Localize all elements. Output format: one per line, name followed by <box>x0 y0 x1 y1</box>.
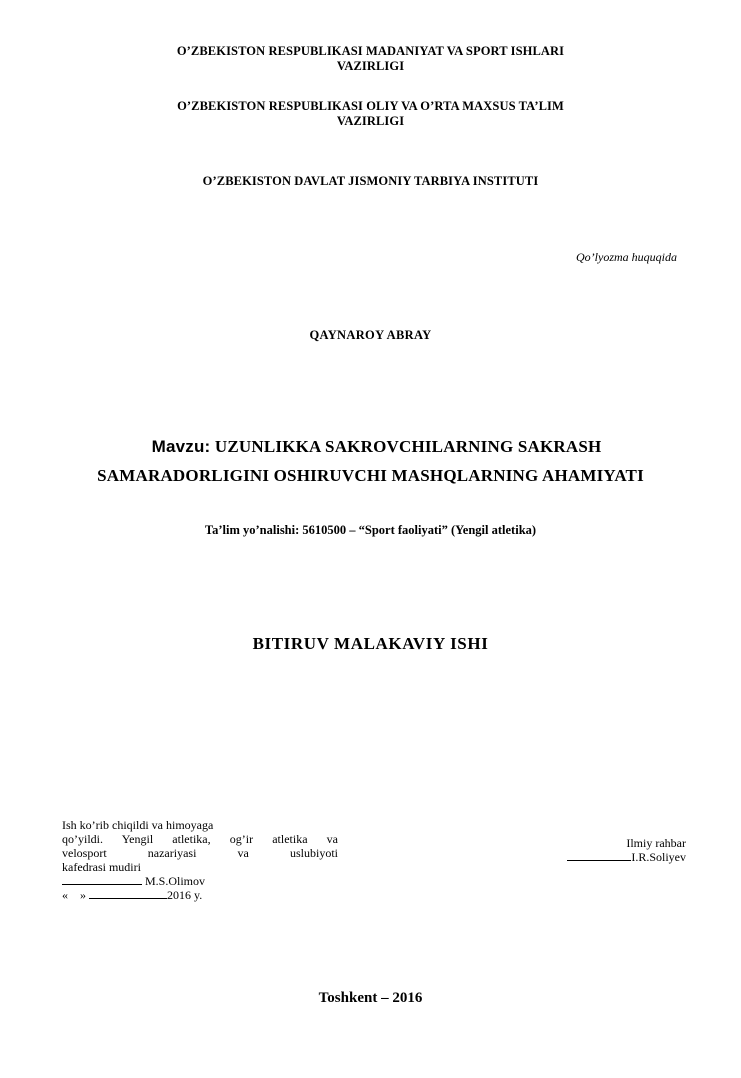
head-name: M.S.Olimov <box>145 874 206 888</box>
work-type-title: BITIRUV MALAKAVIY ISHI <box>252 634 489 653</box>
topic-label: Mavzu: <box>151 437 211 456</box>
supervisor-signature-blank <box>567 850 631 861</box>
supervisor-title: Ilmiy rahbar <box>626 836 686 850</box>
author-name: QAYNAROY ABRAY <box>309 328 432 342</box>
date-blank <box>89 888 167 899</box>
approval-block <box>62 818 338 902</box>
date-year: 2016 y. <box>167 888 203 902</box>
topic-line1: UZUNLIKKA SAKROVCHILARNING SAKRASH <box>214 437 602 456</box>
approval-line3: velosport nazariyasi va uslubiyoti <box>62 846 338 860</box>
signature-blank <box>62 874 142 885</box>
study-direction: Ta’lim yo’nalishi: 5610500 – “Sport faoliyati” (Yengil atletika) <box>204 523 537 537</box>
manuscript-note: Qo’lyozma huquqida <box>576 250 677 264</box>
supervisor-block <box>486 836 686 864</box>
approval-date-line <box>62 888 338 902</box>
approval-line1: Ish ko’rib chiqildi va himoyaga <box>62 818 214 832</box>
ministry-education-line1: O’ZBEKISTON RESPUBLIKASI OLIY VA O’RTA MAXSUS TA’LIM <box>177 99 564 113</box>
supervisor-signature-line <box>486 850 686 864</box>
supervisor-name: I.R.Soliyev <box>631 850 686 864</box>
approval-line2: qo’yildi. Yengil atletika, og’ir atletika va <box>62 832 338 846</box>
ministry-education-heading <box>0 99 741 129</box>
head-signature-line <box>62 874 338 888</box>
topic-block <box>0 432 741 490</box>
approval-line4: kafedrasi mudiri <box>62 860 141 874</box>
topic-line2: SAMARADORLIGINI OSHIRUVCHI MASHQLARNING AHAMIYATI <box>97 466 644 485</box>
date-quote-close: » <box>80 888 86 902</box>
city-year-footer: Toshkent – 2016 <box>318 990 423 1006</box>
institute-heading: O’ZBEKISTON DAVLAT JISMONIY TARBIYA INSTITUTI <box>202 174 539 188</box>
ministry-culture-line1: O’ZBEKISTON RESPUBLIKASI MADANIYAT VA SPORT ISHLARI <box>176 44 565 58</box>
topic-first-line <box>0 432 741 461</box>
ministry-education-line2: VAZIRLIGI <box>336 114 405 128</box>
date-quote-open: « <box>62 888 68 902</box>
ministry-culture-heading <box>0 44 741 74</box>
ministry-culture-line2: VAZIRLIGI <box>336 59 405 73</box>
